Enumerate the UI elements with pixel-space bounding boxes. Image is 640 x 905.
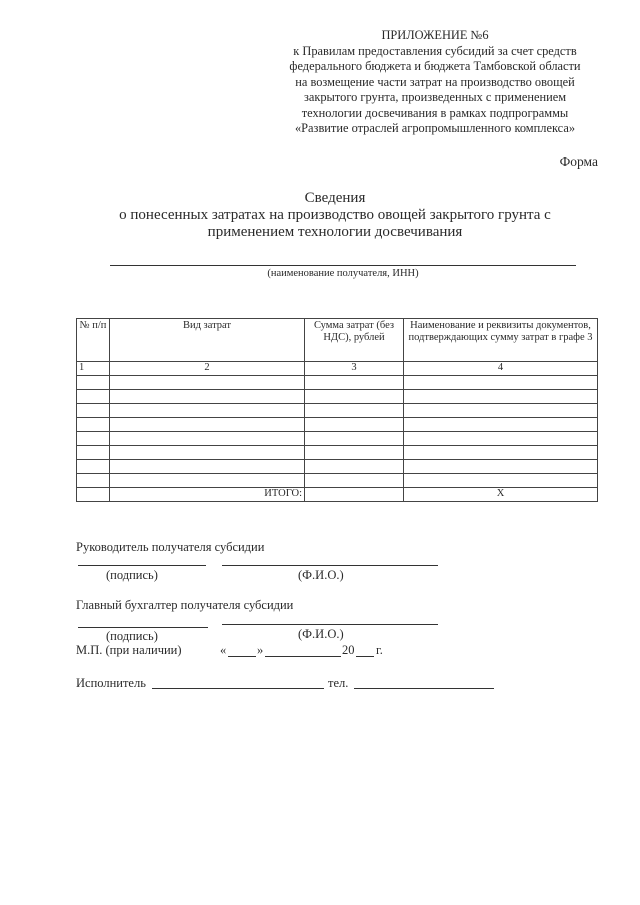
appendix-line: закрытого грунта, произведенных с применением	[303, 90, 567, 104]
table-row[interactable]	[77, 404, 598, 418]
title-line: о понесенных затратах на производство овощей закрытого грунта с	[119, 207, 551, 223]
title-line: применением технологии досвечивания	[207, 224, 463, 240]
col-header-amount: Сумма затрат (без НДС), рублей	[305, 319, 404, 362]
total-mark: Х	[404, 488, 598, 502]
appendix-line: к Правилам предоставления субсидий за счет средств	[293, 43, 577, 58]
accountant-signature-line[interactable]	[78, 627, 208, 628]
phone-line[interactable]	[354, 688, 494, 689]
appendix-line: «Развитие отраслей агропромышленного комплекса»	[294, 121, 576, 135]
col-number: 4	[404, 362, 598, 376]
date-month-line[interactable]	[265, 656, 341, 657]
table-row[interactable]	[77, 418, 598, 432]
recipient-field-line[interactable]	[110, 265, 576, 266]
col-header-expense-type: Вид затрат	[110, 319, 305, 362]
col-number: 1	[77, 362, 110, 376]
accountant-signature-caption: (подпись)	[106, 629, 158, 643]
accountant-name-line[interactable]	[222, 624, 438, 625]
appendix-header	[250, 28, 620, 137]
table-row[interactable]	[77, 432, 598, 446]
appendix-heading: ПРИЛОЖЕНИЕ №6	[381, 28, 489, 42]
appendix-line: федерального бюджета и бюджета Тамбовской области	[289, 59, 581, 73]
executor-label: Исполнитель	[76, 676, 146, 690]
table-row[interactable]	[77, 446, 598, 460]
table-row[interactable]	[77, 460, 598, 474]
head-signature-line[interactable]	[78, 565, 206, 566]
col-number: 3	[305, 362, 404, 376]
date-year-line[interactable]	[356, 656, 374, 657]
date-close-quote: »	[257, 643, 264, 657]
recipient-caption: (наименование получателя, ИНН)	[267, 268, 419, 279]
col-header-number: № п/п	[77, 319, 110, 362]
table-row[interactable]	[77, 474, 598, 488]
table-row[interactable]	[77, 376, 598, 390]
form-label: Форма	[559, 154, 598, 169]
head-signature-caption: (подпись)	[106, 568, 158, 582]
table-row[interactable]	[77, 390, 598, 404]
appendix-line: на возмещение части затрат на производство овощей	[295, 74, 575, 89]
col-number: 2	[110, 362, 305, 376]
appendix-line: технологии досвечивания в рамках подпрограммы	[301, 105, 569, 120]
executor-name-line[interactable]	[152, 688, 324, 689]
expenses-table	[76, 318, 598, 502]
table-header-row	[77, 319, 598, 362]
head-name-line[interactable]	[222, 565, 438, 566]
phone-label: тел.	[328, 676, 349, 690]
head-name-caption: (Ф.И.О.)	[298, 568, 344, 582]
document-title	[100, 190, 570, 241]
accountant-name-caption: (Ф.И.О.)	[298, 627, 344, 641]
table-total-row	[77, 488, 598, 502]
title-line: Сведения	[304, 190, 366, 206]
date-open-quote: «	[220, 643, 227, 657]
col-header-documents: Наименование и реквизиты документов, подтверждающих сумму затрат в графе 3	[404, 319, 598, 362]
total-label: ИТОГО:	[110, 488, 305, 502]
head-title: Руководитель получателя субсидии	[76, 540, 265, 554]
table-number-row	[77, 362, 598, 376]
stamp-label: М.П. (при наличии)	[76, 643, 182, 657]
date-year-prefix: 20	[342, 643, 355, 657]
total-amount-cell[interactable]	[305, 488, 404, 502]
date-suffix: г.	[376, 643, 383, 657]
accountant-title: Главный бухгалтер получателя субсидии	[76, 598, 294, 612]
date-day-line[interactable]	[228, 656, 256, 657]
